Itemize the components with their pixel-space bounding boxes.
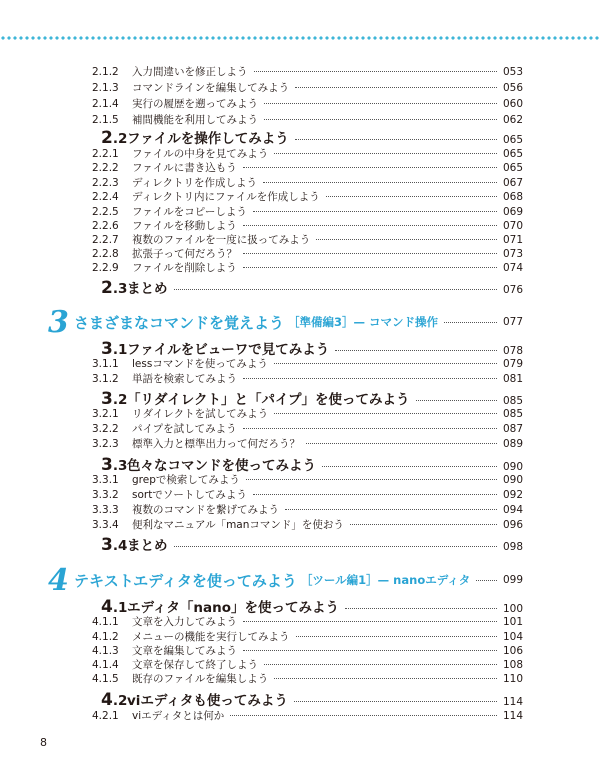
section-number-minor: .2 [112, 693, 128, 709]
subsection-page: 069 [502, 206, 523, 218]
subsection-title: 便利なマニュアル「manコマンド」を使おう [132, 519, 344, 531]
subsection-title: grepで検索してみよう [132, 474, 240, 486]
subsection-title: ファイルを移動しよう [132, 220, 237, 232]
section-number-major: 4 [101, 597, 113, 617]
dot-leader [253, 494, 497, 495]
dot-leader [243, 428, 497, 429]
dot-leader [274, 153, 497, 154]
subsection-number: 2.2.1 [92, 148, 119, 160]
subsection-number: 2.2.2 [92, 162, 119, 174]
subsection-title: ファイルの中身を見てみよう [132, 148, 269, 160]
toc-subsection-row[interactable] [92, 232, 523, 245]
toc-subsection-row[interactable] [92, 671, 523, 684]
toc-subsection-row[interactable] [92, 146, 523, 159]
dot-leader [274, 413, 497, 414]
subsection-title: ファイルに書き込もう [132, 162, 237, 174]
subsection-title: ファイルをコピーしよう [132, 206, 247, 218]
dot-leader [274, 363, 497, 364]
subsection-page: 062 [502, 114, 523, 126]
subsection-title: 標準入力と標準出力って何だろう？ [132, 438, 300, 450]
subsection-title: 補間機能を利用してみよう [132, 114, 258, 126]
dot-leader [254, 71, 497, 72]
subsection-page: 071 [502, 234, 523, 246]
dot-leader [264, 119, 497, 120]
dot-leader [326, 196, 497, 197]
dot-leader [296, 636, 497, 637]
dot-leader [243, 650, 497, 651]
subsection-number: 4.1.3 [92, 645, 119, 657]
subsection-page: 090 [502, 474, 523, 486]
subsection-page: 101 [502, 616, 523, 628]
section-number-major: 3 [101, 455, 113, 475]
subsection-title: 単語を検索してみよう [132, 373, 237, 385]
chapter-number: 3 [48, 304, 69, 340]
section-number-major: 4 [101, 690, 113, 710]
toc-subsection-row[interactable] [92, 487, 523, 500]
subsection-title: sortでソートしてみよう [132, 489, 247, 501]
toc-subsection-row[interactable] [92, 189, 523, 202]
subsection-number: 2.2.3 [92, 177, 119, 189]
toc-subsection-row[interactable] [92, 643, 523, 656]
dot-leader [243, 253, 497, 254]
section-title: まとめ [127, 281, 168, 297]
subsection-page: 060 [502, 98, 523, 110]
section-number-major: 2 [101, 278, 113, 298]
section-page: 100 [502, 603, 523, 615]
subsection-number: 3.2.1 [92, 408, 119, 420]
subsection-title: ディレクトリを作成しよう [132, 177, 257, 189]
section-number-major: 3 [101, 339, 113, 359]
toc-subsection-row[interactable] [92, 436, 523, 449]
dot-leader [476, 580, 497, 581]
subsection-number: 2.2.6 [92, 220, 119, 232]
subsection-number: 4.2.1 [92, 710, 119, 722]
top-dotted-border [0, 36, 600, 40]
toc-chapter-row[interactable] [48, 304, 523, 340]
dot-leader [295, 87, 497, 88]
subsection-page: 065 [502, 162, 523, 174]
subsection-title: リダイレクトを試してみよう [132, 408, 269, 420]
chapter-number: 4 [48, 562, 69, 598]
section-title: 色々なコマンドを使ってみよう [127, 458, 316, 474]
dot-leader [345, 608, 497, 609]
section-number-minor: .4 [112, 538, 128, 554]
subsection-title: 文章を保存して終了しよう [132, 659, 258, 671]
toc-section-row[interactable] [101, 277, 523, 298]
section-number-minor: .3 [112, 458, 128, 474]
subsection-number: 3.1.2 [92, 373, 119, 385]
toc-subsection-row[interactable] [92, 356, 523, 369]
section-number [101, 278, 127, 298]
subsection-title: 複数のファイルを一度に扱ってみよう [132, 234, 311, 246]
dot-leader [274, 678, 497, 679]
subsection-number: 2.1.4 [92, 98, 119, 110]
subsection-number: 2.2.5 [92, 206, 119, 218]
toc-subsection-row[interactable] [92, 629, 523, 642]
dot-leader [174, 546, 497, 547]
subsection-page: 065 [502, 148, 523, 160]
section-page: 098 [502, 541, 523, 553]
subsection-title: 複数のコマンドを繋げてみよう [132, 504, 279, 516]
dot-leader [174, 289, 497, 290]
toc-subsection-row[interactable] [92, 175, 523, 188]
subsection-number: 3.2.3 [92, 438, 119, 450]
section-page: 065 [502, 134, 523, 146]
subsection-page: 096 [502, 519, 523, 531]
toc-subsection-row[interactable] [92, 204, 523, 217]
subsection-page: 056 [502, 82, 523, 94]
page-number: 8 [40, 736, 47, 749]
dot-leader [230, 715, 497, 716]
subsection-page: 073 [502, 248, 523, 260]
subsection-title: 文章を入力してみよう [132, 616, 237, 628]
dot-leader [335, 350, 497, 351]
toc-subsection-row[interactable] [92, 64, 523, 77]
toc-subsection-row[interactable] [92, 160, 523, 173]
section-page: 078 [502, 345, 523, 357]
subsection-title: 実行の履歴を遡ってみよう [132, 98, 258, 110]
dot-leader [243, 621, 497, 622]
dot-leader [243, 267, 497, 268]
section-title: まとめ [127, 538, 168, 554]
toc-section-row[interactable] [101, 596, 523, 617]
subsection-page: 079 [502, 358, 523, 370]
subsection-title: メニューの機能を実行してみよう [132, 631, 290, 643]
dot-leader [243, 378, 497, 379]
subsection-page: 070 [502, 220, 523, 232]
chapter-subtitle: ［ツール編1］— nanoエディタ [300, 573, 471, 587]
toc-subsection-row[interactable] [92, 80, 523, 93]
section-page: 076 [502, 284, 523, 296]
chapter-title: さまざまなコマンドを覚えよう [74, 313, 285, 332]
toc-subsection-row[interactable] [92, 112, 523, 125]
chapter-title: テキストエディタを使ってみよう [74, 571, 297, 590]
subsection-page: 081 [502, 373, 523, 385]
subsection-number: 2.2.8 [92, 248, 119, 260]
subsection-title: 文章を編集してみよう [132, 645, 237, 657]
toc-subsection-row[interactable] [92, 371, 523, 384]
subsection-number: 3.3.4 [92, 519, 119, 531]
subsection-page: 108 [502, 659, 523, 671]
dot-leader [243, 225, 497, 226]
subsection-title: ファイルを削除しよう [132, 262, 237, 274]
toc-section-row[interactable] [101, 454, 523, 475]
subsection-title: lessコマンドを使ってみよう [132, 358, 268, 370]
dot-leader [444, 322, 497, 323]
subsection-number: 2.1.3 [92, 82, 119, 94]
toc-chapter-row[interactable] [48, 562, 523, 598]
subsection-page: 106 [502, 645, 523, 657]
subsection-number: 2.2.7 [92, 234, 119, 246]
section-number-major: 3 [101, 535, 113, 555]
subsection-number: 3.3.1 [92, 474, 119, 486]
section-number-minor: .1 [112, 600, 128, 616]
chapter-subtitle: ［準備編3］— コマンド操作 [288, 315, 439, 329]
toc-subsection-row[interactable] [92, 502, 523, 515]
dot-leader [253, 211, 497, 212]
subsection-page: 074 [502, 262, 523, 274]
dot-leader [285, 509, 497, 510]
section-title: ファイルをビューワで見てみよう [127, 342, 330, 358]
subsection-number: 4.1.4 [92, 659, 119, 671]
subsection-page: 053 [502, 66, 523, 78]
toc-subsection-row[interactable] [92, 260, 523, 273]
section-number-minor: .2 [112, 392, 128, 408]
subsection-number: 2.2.9 [92, 262, 119, 274]
dot-leader [264, 103, 497, 104]
toc-subsection-row[interactable] [92, 708, 523, 721]
toc-subsection-row[interactable] [92, 657, 523, 670]
section-number-minor: .1 [112, 342, 128, 358]
subsection-number: 4.1.5 [92, 673, 119, 685]
toc-section-row[interactable] [101, 338, 523, 359]
subsection-title: 拡張子って何だろう？ [132, 248, 237, 260]
chapter-page: 099 [502, 574, 523, 586]
section-number [101, 128, 127, 148]
subsection-title: viエディタとは何か [132, 710, 225, 722]
section-number [101, 535, 127, 555]
toc-subsection-row[interactable] [92, 421, 523, 434]
toc-subsection-row[interactable] [92, 218, 523, 231]
toc-section-row[interactable] [101, 388, 523, 409]
toc-subsection-row[interactable] [92, 246, 523, 259]
toc-subsection-row[interactable] [92, 517, 523, 530]
subsection-page: 110 [502, 673, 523, 685]
section-number-major: 3 [101, 389, 113, 409]
section-number-major: 2 [101, 128, 113, 148]
subsection-page: 085 [502, 408, 523, 420]
subsection-number: 2.1.5 [92, 114, 119, 126]
subsection-number: 2.1.2 [92, 66, 119, 78]
dot-leader [350, 524, 497, 525]
dot-leader [243, 167, 497, 168]
subsection-page: 094 [502, 504, 523, 516]
toc-subsection-row[interactable] [92, 472, 523, 485]
subsection-page: 092 [502, 489, 523, 501]
subsection-title: 入力間違いを修正しよう [132, 66, 248, 78]
subsection-number: 4.1.1 [92, 616, 119, 628]
subsection-number: 3.1.1 [92, 358, 119, 370]
section-title: viエディタも使ってみよう [127, 693, 288, 709]
section-number-minor: .2 [112, 131, 128, 147]
toc-subsection-row[interactable] [92, 406, 523, 419]
subsection-title: 既存のファイルを編集しよう [132, 673, 269, 685]
subsection-number: 2.2.4 [92, 191, 119, 203]
section-page: 085 [502, 395, 523, 407]
dot-leader [294, 701, 497, 702]
subsection-number: 4.1.2 [92, 631, 119, 643]
toc-subsection-row[interactable] [92, 96, 523, 109]
subsection-number: 3.3.3 [92, 504, 119, 516]
section-title: エディタ「nano」を使ってみよう [127, 600, 340, 616]
chapter-page: 077 [502, 316, 523, 328]
subsection-title: コマンドラインを編集してみよう [132, 82, 290, 94]
dot-leader [316, 239, 497, 240]
dot-leader [295, 139, 497, 140]
section-page: 114 [502, 696, 523, 708]
dot-leader [246, 479, 497, 480]
subsection-page: 089 [502, 438, 523, 450]
subsection-page: 104 [502, 631, 523, 643]
section-number [101, 690, 127, 710]
section-number-minor: .3 [112, 281, 128, 297]
toc-section-row[interactable] [101, 534, 523, 555]
subsection-number: 3.3.2 [92, 489, 119, 501]
toc-section-row[interactable] [101, 127, 523, 148]
subsection-number: 3.2.2 [92, 423, 119, 435]
dot-leader [306, 443, 497, 444]
dot-leader [322, 466, 497, 467]
subsection-page: 087 [502, 423, 523, 435]
section-title: 「リダイレクト」と「パイプ」を使ってみよう [127, 392, 410, 408]
dot-leader [416, 400, 497, 401]
dot-leader [264, 664, 497, 665]
subsection-page: 067 [502, 177, 523, 189]
section-title: ファイルを操作してみよう [127, 131, 289, 147]
toc-subsection-row[interactable] [92, 614, 523, 627]
subsection-title: ディレクトリ内にファイルを作成しよう [132, 191, 320, 203]
subsection-page: 114 [502, 710, 523, 722]
dot-leader [263, 182, 497, 183]
section-page: 090 [502, 461, 523, 473]
toc-section-row[interactable] [101, 689, 523, 710]
subsection-title: パイプを試してみよう [132, 423, 237, 435]
subsection-page: 068 [502, 191, 523, 203]
